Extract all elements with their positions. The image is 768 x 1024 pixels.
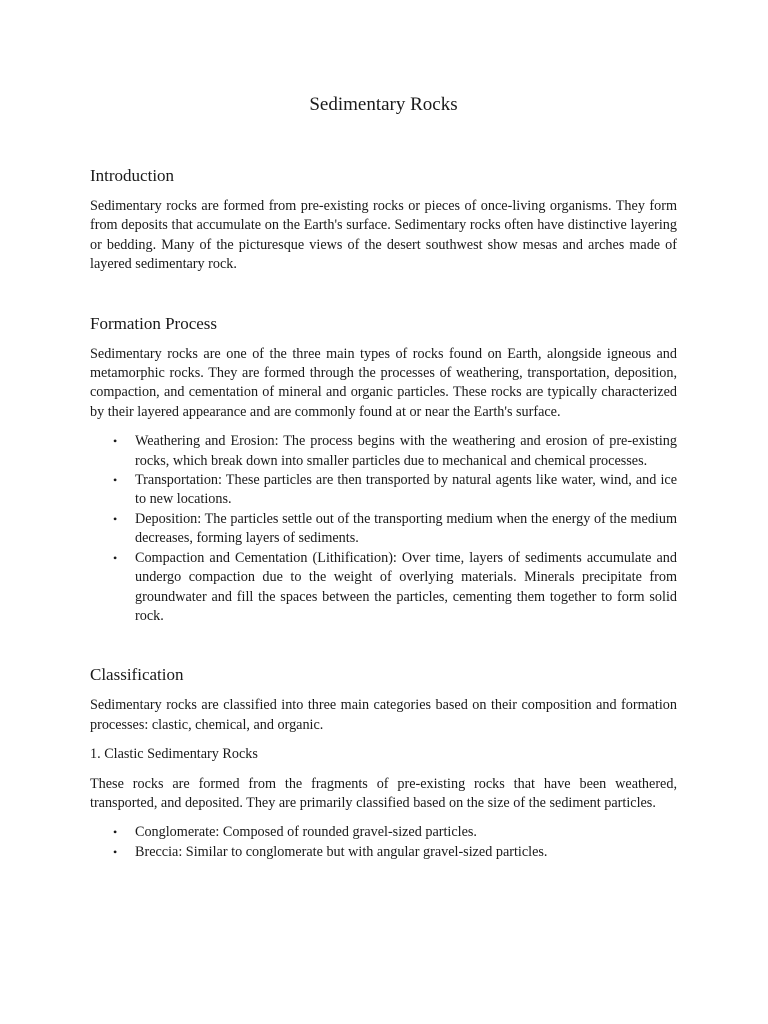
formation-section (90, 313, 677, 627)
clastic-subheading: 1. Clastic Sedimentary Rocks (90, 746, 258, 763)
formation-paragraph: Sedimentary rocks are one of the three main types of rocks found on Earth, alongside igneous and metamorphic rocks. They are formed through the processes of weathering, transportation, deposition, compaction, and cementation of mineral and organic particles. These rocks are typically characterized by their layered appearance and are commonly found at or near the Earth's surface. (90, 345, 677, 420)
document-title: Sedimentary Rocks (309, 94, 458, 115)
list-item (113, 471, 677, 510)
classification-heading: Classification (90, 665, 184, 685)
list-item (113, 823, 677, 842)
clastic-paragraph: These rocks are formed from the fragments of pre-existing rocks that have been weathered, transported, and deposited. They are primarily classified based on the size of the sediment particles. (90, 775, 677, 811)
classification-paragraph: Sedimentary rocks are classified into three main categories based on their composition and formation processes: clastic, chemical, and organic. (90, 697, 677, 733)
list-item-text: Deposition: The particles settle out of the transporting medium when the energy of the medium decreases, forming layers of sediments. (135, 510, 677, 547)
list-item-text: Compaction and Cementation (Lithification): Over time, layers of sediments accumulate and undergo compaction due to the weight of overlying materials. Minerals precipitate from groundwater and fill the spaces between the particles, cementing them together to form solid rock. (135, 549, 677, 624)
introduction-paragraph: Sedimentary rocks are formed from pre-existing rocks or pieces of once-living organisms. They form from deposits that accumulate on the Earth's surface. Sedimentary rocks often have distinctive layering or bedding. Many of the picturesque views of the desert southwest show mesas and arches made of layered sedimentary rock. (90, 198, 677, 273)
document-body (90, 92, 677, 872)
list-item-text: Weathering and Erosion: The process begins with the weathering and erosion of pre-existing rocks, which break down into smaller particles due to mechanical and chemical processes. (135, 433, 677, 469)
bullet-icon: • (113, 473, 118, 488)
list-item-text: Breccia: Similar to conglomerate but with angular gravel-sized particles. (135, 843, 548, 860)
list-item-text: Conglomerate: Composed of rounded gravel-sized particles. (135, 824, 477, 841)
formation-heading: Formation Process (90, 313, 218, 333)
introduction-heading: Introduction (90, 166, 175, 185)
list-item (113, 510, 677, 549)
list-item-text: Transportation: These particles are then transported by natural agents like water, wind, and ice to new locations. (135, 472, 677, 508)
formation-bullet-list (90, 432, 677, 626)
bullet-icon: • (113, 550, 118, 565)
section-spacer (90, 285, 677, 313)
list-item (113, 843, 677, 862)
bullet-icon: • (113, 844, 118, 859)
classification-section (90, 664, 677, 862)
introduction-section (90, 165, 677, 275)
clastic-bullet-list (90, 823, 677, 862)
bullet-icon: • (113, 434, 118, 449)
bullet-icon: • (113, 825, 118, 840)
list-item (113, 432, 677, 471)
bullet-icon: • (113, 511, 118, 526)
section-spacer (90, 636, 677, 664)
list-item (113, 549, 677, 627)
